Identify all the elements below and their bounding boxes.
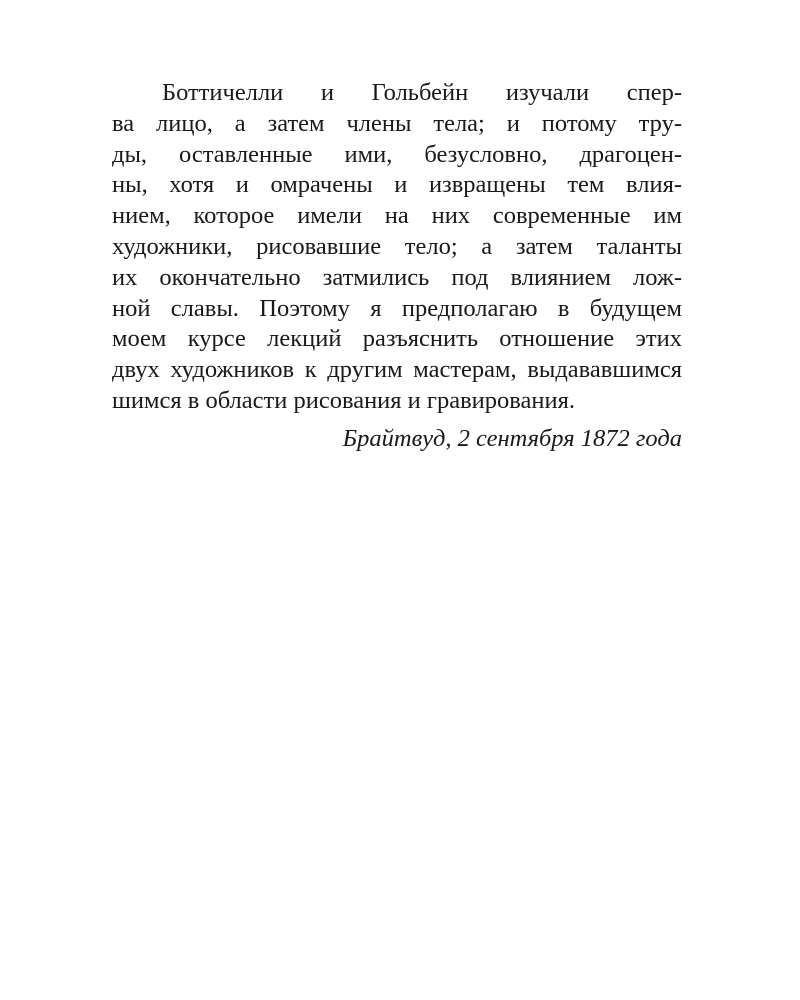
paragraph-line: Боттичелли и Гольбейн изучали спер-	[162, 79, 682, 106]
paragraph-line: ды, оставленные ими, безусловно, драгоцен-	[112, 140, 682, 168]
paragraph-line: ва лицо, а затем члены тела; и потому тру-	[112, 109, 682, 137]
paragraph-line: двух художников к другим мастерам, выдававшимся	[112, 356, 682, 384]
signature-place-date: Брайтвуд, 2 сентября 1872 года	[342, 424, 682, 452]
paragraph-line: нием, которое имели на них современные им	[112, 202, 682, 230]
paragraph-line: ной славы. Поэтому я предполагаю в будущем	[112, 294, 682, 322]
paragraph-line: их окончательно затмились под влиянием лож-	[112, 263, 682, 291]
paragraph-line: моем курсе лекций разъяснить отношение этих	[112, 325, 682, 353]
paragraph-line: шимся в области рисования и гравирования.	[112, 386, 576, 414]
paragraph-line: ны, хотя и омрачены и извращены тем влия-	[112, 171, 682, 199]
body-paragraph	[112, 78, 682, 455]
paragraph-line: художники, рисовавшие тело; а затем таланты	[112, 232, 682, 260]
